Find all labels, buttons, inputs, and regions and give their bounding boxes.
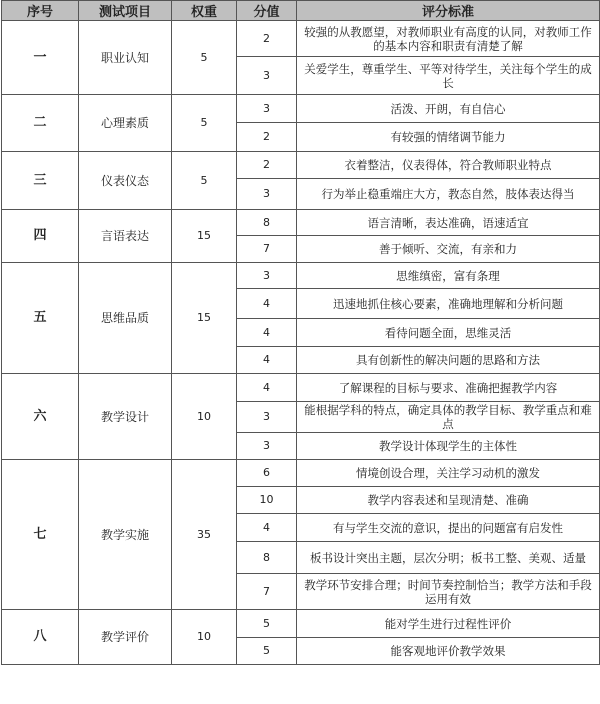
test-item: 教学实施 xyxy=(79,460,172,610)
score-value: 3 xyxy=(237,57,297,95)
header-score: 分值 xyxy=(237,1,297,21)
scoring-table xyxy=(1,0,600,665)
section-number: 三 xyxy=(2,152,79,210)
section-number: 五 xyxy=(2,263,79,374)
section-number: 一 xyxy=(2,21,79,95)
criteria-text: 了解课程的目标与要求、准确把握教学内容 xyxy=(297,374,600,402)
score-value: 4 xyxy=(237,347,297,374)
test-item: 职业认知 xyxy=(79,21,172,95)
weight-value: 5 xyxy=(172,21,237,95)
weight-value: 10 xyxy=(172,374,237,460)
table-row xyxy=(2,95,600,123)
criteria-text: 具有创新性的解决问题的思路和方法 xyxy=(297,347,600,374)
criteria-text: 情境创设合理，关注学习动机的激发 xyxy=(297,460,600,487)
section-number: 四 xyxy=(2,210,79,263)
criteria-text: 教学设计体现学生的主体性 xyxy=(297,433,600,460)
weight-value: 15 xyxy=(172,263,237,374)
test-item: 言语表达 xyxy=(79,210,172,263)
score-value: 3 xyxy=(237,263,297,289)
test-item: 教学评价 xyxy=(79,610,172,665)
score-value: 6 xyxy=(237,460,297,487)
weight-value: 10 xyxy=(172,610,237,665)
score-value: 3 xyxy=(237,95,297,123)
score-value: 2 xyxy=(237,21,297,57)
table-row xyxy=(2,152,600,179)
criteria-text: 能对学生进行过程性评价 xyxy=(297,610,600,638)
score-value: 3 xyxy=(237,402,297,433)
score-value: 4 xyxy=(237,289,297,319)
criteria-text: 看待问题全面，思维灵活 xyxy=(297,319,600,347)
score-value: 3 xyxy=(237,433,297,460)
score-value: 10 xyxy=(237,487,297,514)
header-row xyxy=(2,1,600,21)
section-number: 七 xyxy=(2,460,79,610)
criteria-text: 能根据学科的特点，确定具体的教学目标、教学重点和难点 xyxy=(297,402,600,433)
score-value: 4 xyxy=(237,514,297,542)
weight-value: 5 xyxy=(172,95,237,152)
weight-value: 35 xyxy=(172,460,237,610)
criteria-text: 思维缜密，富有条理 xyxy=(297,263,600,289)
test-item: 思维品质 xyxy=(79,263,172,374)
section-number: 六 xyxy=(2,374,79,460)
score-value: 3 xyxy=(237,179,297,210)
weight-value: 5 xyxy=(172,152,237,210)
header-criteria: 评分标准 xyxy=(297,1,600,21)
section-number: 八 xyxy=(2,610,79,665)
criteria-text: 语言清晰，表达准确，语速适宜 xyxy=(297,210,600,236)
test-item: 仪表仪态 xyxy=(79,152,172,210)
criteria-text: 板书设计突出主题，层次分明；板书工整、美观、适量 xyxy=(297,542,600,574)
test-item: 教学设计 xyxy=(79,374,172,460)
criteria-text: 能客观地评价教学效果 xyxy=(297,638,600,665)
criteria-text: 关爱学生，尊重学生、平等对待学生，关注每个学生的成长 xyxy=(297,57,600,95)
table-row xyxy=(2,263,600,289)
test-item: 心理素质 xyxy=(79,95,172,152)
header-item: 测试项目 xyxy=(79,1,172,21)
criteria-text: 行为举止稳重端庄大方，教态自然，肢体表达得当 xyxy=(297,179,600,210)
criteria-text: 衣着整洁，仪表得体，符合教师职业特点 xyxy=(297,152,600,179)
criteria-text: 善于倾听、交流，有亲和力 xyxy=(297,236,600,263)
score-value: 7 xyxy=(237,574,297,610)
table-row xyxy=(2,374,600,402)
criteria-text: 有较强的情绪调节能力 xyxy=(297,123,600,152)
table-row xyxy=(2,460,600,487)
header-seq: 序号 xyxy=(2,1,79,21)
score-value: 4 xyxy=(237,374,297,402)
header-weight: 权重 xyxy=(172,1,237,21)
score-value: 8 xyxy=(237,542,297,574)
score-value: 2 xyxy=(237,123,297,152)
table-row xyxy=(2,21,600,57)
score-value: 8 xyxy=(237,210,297,236)
criteria-text: 迅速地抓住核心要素，准确地理解和分析问题 xyxy=(297,289,600,319)
table-row xyxy=(2,610,600,638)
score-value: 7 xyxy=(237,236,297,263)
criteria-text: 活泼、开朗，有自信心 xyxy=(297,95,600,123)
table-row xyxy=(2,210,600,236)
score-value: 5 xyxy=(237,610,297,638)
criteria-text: 较强的从教愿望，对教师职业有高度的认同，对教师工作的基本内容和职责有清楚了解 xyxy=(297,21,600,57)
score-value: 2 xyxy=(237,152,297,179)
criteria-text: 教学环节安排合理；时间节奏控制恰当；教学方法和手段运用有效 xyxy=(297,574,600,610)
criteria-text: 有与学生交流的意识，提出的问题富有启发性 xyxy=(297,514,600,542)
score-value: 4 xyxy=(237,319,297,347)
score-value: 5 xyxy=(237,638,297,665)
table-body xyxy=(2,21,600,665)
weight-value: 15 xyxy=(172,210,237,263)
criteria-text: 教学内容表述和呈现清楚、准确 xyxy=(297,487,600,514)
section-number: 二 xyxy=(2,95,79,152)
